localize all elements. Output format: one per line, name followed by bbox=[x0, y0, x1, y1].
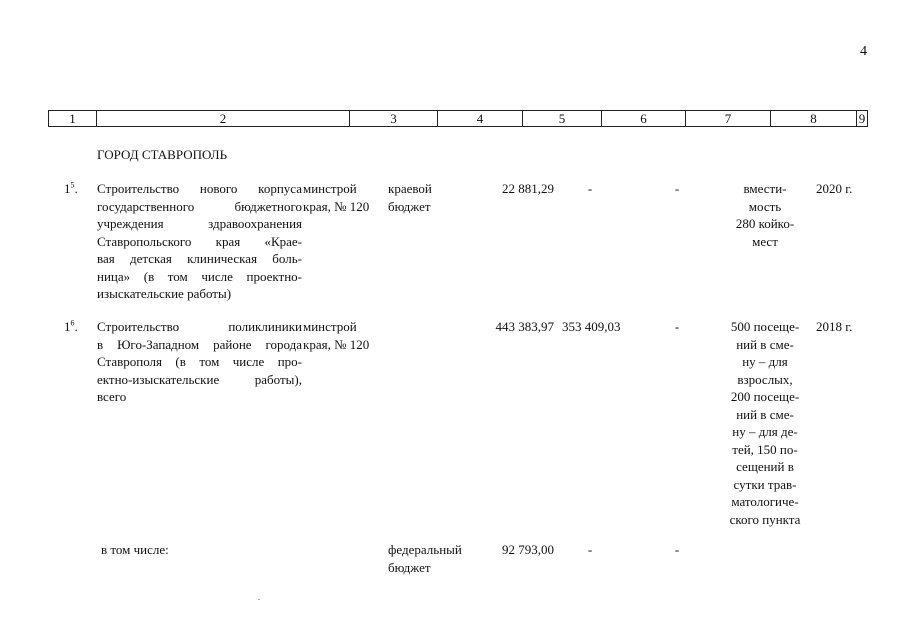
header-col-4: 4 bbox=[438, 111, 523, 126]
row-amount-col6: 353 409,03 bbox=[562, 319, 621, 334]
row-number: $1^5$. bbox=[64, 180, 78, 196]
row-year: 2018 г. bbox=[816, 319, 853, 334]
row-amount-col7: - bbox=[674, 181, 680, 196]
header-col-2: 2 bbox=[97, 111, 350, 126]
row-description: в том числе: bbox=[101, 542, 169, 557]
page-number: 4 bbox=[860, 44, 867, 59]
row-amount-col6: - bbox=[587, 181, 593, 196]
row-amount-col6: - bbox=[587, 542, 593, 557]
section-title: ГОРОД СТАВРОПОЛЬ bbox=[97, 147, 228, 162]
row-amount-col7: - bbox=[674, 542, 680, 557]
header-col-9: 9 bbox=[858, 111, 866, 126]
row-description: Строительство поликлиники в Юго-Западном районе города Ставрополя (в том числе про- ектно-изыскательские работы), всего bbox=[97, 319, 302, 404]
row-capacity: вмести- мость 280 койко- мест bbox=[735, 181, 795, 249]
row-funding-source: краевой бюджет bbox=[388, 181, 432, 214]
scan-speck bbox=[258, 599, 260, 600]
header-col-8: 8 bbox=[771, 111, 857, 126]
row-number: $1^6$. bbox=[64, 318, 78, 334]
row-amount-col5: 22 881,29 bbox=[502, 181, 554, 196]
row-description: Строительство нового корпуса государственного бюджетного учреждения здравоохранения Ставропольского края «Крае- вая детская клиническая боль- ница» (в том числе проектно- изыскательские работы) bbox=[97, 181, 302, 301]
row-customer: минстрой края, № 120 bbox=[303, 181, 370, 214]
header-col-1: 1 bbox=[49, 111, 97, 126]
row-amount-col5: 92 793,00 bbox=[502, 542, 554, 557]
column-number-header bbox=[48, 110, 868, 127]
row-amount-col5: 443 383,97 bbox=[495, 319, 554, 334]
header-col-7: 7 bbox=[686, 111, 771, 126]
header-col-3: 3 bbox=[350, 111, 438, 126]
row-funding-source: федеральный бюджет bbox=[388, 542, 462, 575]
header-col-6: 6 bbox=[602, 111, 686, 126]
row-amount-col7: - bbox=[674, 319, 680, 334]
row-year: 2020 г. bbox=[816, 181, 853, 196]
header-col-5: 5 bbox=[523, 111, 602, 126]
row-capacity: 500 посеще- ний в сме- ну – для взрослых, 200 посеще- ний в сме- ну – для де- тей, 150 по- сещений в сутки трав- матологиче- ского пункта bbox=[729, 319, 801, 527]
row-customer: минстрой края, № 120 bbox=[303, 319, 370, 352]
